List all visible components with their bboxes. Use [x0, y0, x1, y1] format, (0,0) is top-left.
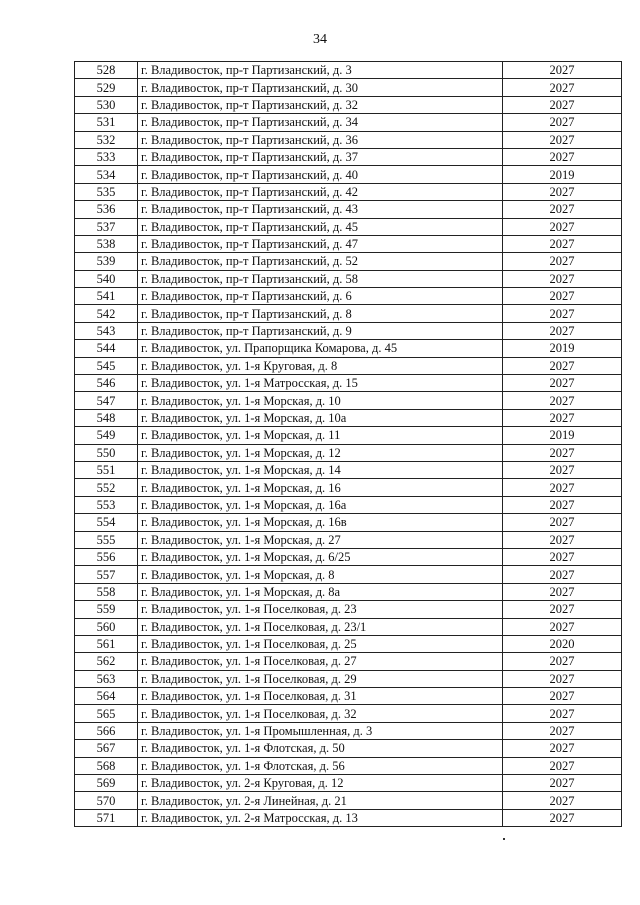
address-cell: г. Владивосток, ул. 2-я Матросская, д. 13 [138, 809, 503, 826]
row-number-cell: 562 [75, 653, 138, 670]
address-cell: г. Владивосток, ул. 2-я Круговая, д. 12 [138, 775, 503, 792]
year-cell: 2027 [503, 79, 622, 96]
table-row [75, 618, 622, 635]
scan-speck [503, 838, 505, 840]
year-cell: 2027 [503, 653, 622, 670]
table-row [75, 340, 622, 357]
year-cell: 2027 [503, 757, 622, 774]
table-row [75, 253, 622, 270]
row-number-cell: 528 [75, 62, 138, 79]
table-row [75, 461, 622, 478]
year-cell: 2019 [503, 427, 622, 444]
row-number-cell: 563 [75, 670, 138, 687]
table-row [75, 270, 622, 287]
row-number-cell: 561 [75, 635, 138, 652]
address-cell: г. Владивосток, пр-т Партизанский, д. 32 [138, 96, 503, 113]
address-cell: г. Владивосток, ул. 1-я Поселковая, д. 29 [138, 670, 503, 687]
row-number-cell: 549 [75, 427, 138, 444]
table-row [75, 479, 622, 496]
address-cell: г. Владивосток, ул. 1-я Флотская, д. 50 [138, 740, 503, 757]
address-cell: г. Владивосток, пр-т Партизанский, д. 52 [138, 253, 503, 270]
year-cell: 2027 [503, 62, 622, 79]
address-cell: г. Владивосток, пр-т Партизанский, д. 8 [138, 305, 503, 322]
table-row [75, 357, 622, 374]
row-number-cell: 556 [75, 548, 138, 565]
table-row [75, 288, 622, 305]
table-row [75, 201, 622, 218]
row-number-cell: 532 [75, 131, 138, 148]
address-cell: г. Владивосток, ул. 1-я Морская, д. 16 [138, 479, 503, 496]
row-number-cell: 567 [75, 740, 138, 757]
row-number-cell: 564 [75, 688, 138, 705]
address-cell: г. Владивосток, пр-т Партизанский, д. 37 [138, 148, 503, 165]
address-cell: г. Владивосток, пр-т Партизанский, д. 9 [138, 322, 503, 339]
year-cell: 2027 [503, 96, 622, 113]
address-cell: г. Владивосток, ул. 1-я Морская, д. 10а [138, 409, 503, 426]
row-number-cell: 541 [75, 288, 138, 305]
year-cell: 2027 [503, 688, 622, 705]
table-row [75, 114, 622, 131]
year-cell: 2027 [503, 670, 622, 687]
address-cell: г. Владивосток, ул. 1-я Поселковая, д. 23 [138, 601, 503, 618]
table-body [75, 62, 622, 827]
row-number-cell: 546 [75, 375, 138, 392]
year-cell: 2027 [503, 548, 622, 565]
address-cell: г. Владивосток, ул. 1-я Морская, д. 8 [138, 566, 503, 583]
year-cell: 2027 [503, 809, 622, 826]
row-number-cell: 560 [75, 618, 138, 635]
address-cell: г. Владивосток, ул. 1-я Морская, д. 10 [138, 392, 503, 409]
row-number-cell: 559 [75, 601, 138, 618]
row-number-cell: 569 [75, 775, 138, 792]
table-row [75, 809, 622, 826]
table-row [75, 218, 622, 235]
year-cell: 2027 [503, 322, 622, 339]
row-number-cell: 540 [75, 270, 138, 287]
year-cell: 2027 [503, 531, 622, 548]
year-cell: 2027 [503, 114, 622, 131]
table-row [75, 635, 622, 652]
address-cell: г. Владивосток, ул. 1-я Поселковая, д. 31 [138, 688, 503, 705]
table-row [75, 427, 622, 444]
row-number-cell: 535 [75, 183, 138, 200]
year-cell: 2027 [503, 514, 622, 531]
year-cell: 2027 [503, 235, 622, 252]
row-number-cell: 555 [75, 531, 138, 548]
table-row [75, 166, 622, 183]
address-cell: г. Владивосток, пр-т Партизанский, д. 45 [138, 218, 503, 235]
table-row [75, 305, 622, 322]
address-cell: г. Владивосток, ул. 1-я Морская, д. 12 [138, 444, 503, 461]
address-cell: г. Владивосток, ул. 1-я Морская, д. 16в [138, 514, 503, 531]
address-cell: г. Владивосток, ул. 1-я Промышленная, д. 3 [138, 722, 503, 739]
row-number-cell: 552 [75, 479, 138, 496]
row-number-cell: 545 [75, 357, 138, 374]
address-cell: г. Владивосток, ул. 1-я Морская, д. 16а [138, 496, 503, 513]
address-cell: г. Владивосток, ул. 2-я Линейная, д. 21 [138, 792, 503, 809]
year-cell: 2027 [503, 201, 622, 218]
row-number-cell: 558 [75, 583, 138, 600]
address-cell: г. Владивосток, пр-т Партизанский, д. 40 [138, 166, 503, 183]
row-number-cell: 550 [75, 444, 138, 461]
table-row [75, 514, 622, 531]
year-cell: 2027 [503, 583, 622, 600]
address-cell: г. Владивосток, пр-т Партизанский, д. 34 [138, 114, 503, 131]
row-number-cell: 534 [75, 166, 138, 183]
address-cell: г. Владивосток, ул. 1-я Морская, д. 8а [138, 583, 503, 600]
address-cell: г. Владивосток, пр-т Партизанский, д. 36 [138, 131, 503, 148]
table-row [75, 792, 622, 809]
table-row [75, 566, 622, 583]
table-row [75, 531, 622, 548]
row-number-cell: 543 [75, 322, 138, 339]
year-cell: 2027 [503, 409, 622, 426]
table-row [75, 392, 622, 409]
table-row [75, 670, 622, 687]
table-row [75, 235, 622, 252]
year-cell: 2027 [503, 183, 622, 200]
address-cell: г. Владивосток, ул. 1-я Поселковая, д. 25 [138, 635, 503, 652]
table-row [75, 688, 622, 705]
table-row [75, 444, 622, 461]
row-number-cell: 568 [75, 757, 138, 774]
year-cell: 2027 [503, 305, 622, 322]
row-number-cell: 557 [75, 566, 138, 583]
year-cell: 2027 [503, 601, 622, 618]
year-cell: 2027 [503, 270, 622, 287]
year-cell: 2019 [503, 166, 622, 183]
row-number-cell: 544 [75, 340, 138, 357]
year-cell: 2027 [503, 461, 622, 478]
row-number-cell: 529 [75, 79, 138, 96]
records-table [74, 61, 622, 827]
table-row [75, 183, 622, 200]
year-cell: 2027 [503, 357, 622, 374]
address-cell: г. Владивосток, пр-т Партизанский, д. 43 [138, 201, 503, 218]
row-number-cell: 538 [75, 235, 138, 252]
address-cell: г. Владивосток, ул. 1-я Флотская, д. 56 [138, 757, 503, 774]
table-row [75, 96, 622, 113]
year-cell: 2027 [503, 705, 622, 722]
year-cell: 2027 [503, 148, 622, 165]
address-cell: г. Владивосток, ул. 1-я Поселковая, д. 23/1 [138, 618, 503, 635]
year-cell: 2027 [503, 288, 622, 305]
year-cell: 2027 [503, 722, 622, 739]
table-row [75, 79, 622, 96]
address-cell: г. Владивосток, ул. 1-я Морская, д. 14 [138, 461, 503, 478]
table-row [75, 653, 622, 670]
table-row [75, 601, 622, 618]
address-cell: г. Владивосток, пр-т Партизанский, д. 42 [138, 183, 503, 200]
table-row [75, 62, 622, 79]
address-cell: г. Владивосток, ул. 1-я Морская, д. 11 [138, 427, 503, 444]
year-cell: 2019 [503, 340, 622, 357]
row-number-cell: 531 [75, 114, 138, 131]
table-row [75, 548, 622, 565]
address-cell: г. Владивосток, ул. 1-я Матросская, д. 15 [138, 375, 503, 392]
page-number: 34 [313, 32, 327, 47]
table-row [75, 583, 622, 600]
address-cell: г. Владивосток, ул. 1-я Морская, д. 27 [138, 531, 503, 548]
row-number-cell: 539 [75, 253, 138, 270]
year-cell: 2027 [503, 775, 622, 792]
table-row [75, 148, 622, 165]
row-number-cell: 548 [75, 409, 138, 426]
year-cell: 2027 [503, 740, 622, 757]
table-row [75, 375, 622, 392]
address-cell: г. Владивосток, пр-т Партизанский, д. 6 [138, 288, 503, 305]
address-cell: г. Владивосток, ул. 1-я Круговая, д. 8 [138, 357, 503, 374]
year-cell: 2027 [503, 392, 622, 409]
year-cell: 2027 [503, 479, 622, 496]
row-number-cell: 570 [75, 792, 138, 809]
year-cell: 2027 [503, 496, 622, 513]
table-row [75, 409, 622, 426]
year-cell: 2020 [503, 635, 622, 652]
table-row [75, 131, 622, 148]
year-cell: 2027 [503, 131, 622, 148]
address-cell: г. Владивосток, пр-т Партизанский, д. 3 [138, 62, 503, 79]
row-number-cell: 542 [75, 305, 138, 322]
row-number-cell: 530 [75, 96, 138, 113]
table-row [75, 757, 622, 774]
table-row [75, 322, 622, 339]
address-cell: г. Владивосток, ул. 1-я Морская, д. 6/25 [138, 548, 503, 565]
address-cell: г. Владивосток, пр-т Партизанский, д. 58 [138, 270, 503, 287]
table-row [75, 705, 622, 722]
year-cell: 2027 [503, 375, 622, 392]
address-cell: г. Владивосток, ул. Прапорщика Комарова, д. 45 [138, 340, 503, 357]
year-cell: 2027 [503, 566, 622, 583]
row-number-cell: 566 [75, 722, 138, 739]
year-cell: 2027 [503, 792, 622, 809]
table-row [75, 775, 622, 792]
row-number-cell: 536 [75, 201, 138, 218]
year-cell: 2027 [503, 218, 622, 235]
address-cell: г. Владивосток, ул. 1-я Поселковая, д. 27 [138, 653, 503, 670]
table-row [75, 722, 622, 739]
row-number-cell: 565 [75, 705, 138, 722]
year-cell: 2027 [503, 253, 622, 270]
row-number-cell: 554 [75, 514, 138, 531]
table-row [75, 496, 622, 513]
row-number-cell: 537 [75, 218, 138, 235]
row-number-cell: 551 [75, 461, 138, 478]
year-cell: 2027 [503, 618, 622, 635]
row-number-cell: 571 [75, 809, 138, 826]
row-number-cell: 547 [75, 392, 138, 409]
year-cell: 2027 [503, 444, 622, 461]
table-row [75, 740, 622, 757]
address-cell: г. Владивосток, пр-т Партизанский, д. 47 [138, 235, 503, 252]
address-cell: г. Владивосток, ул. 1-я Поселковая, д. 32 [138, 705, 503, 722]
row-number-cell: 533 [75, 148, 138, 165]
row-number-cell: 553 [75, 496, 138, 513]
address-cell: г. Владивосток, пр-т Партизанский, д. 30 [138, 79, 503, 96]
